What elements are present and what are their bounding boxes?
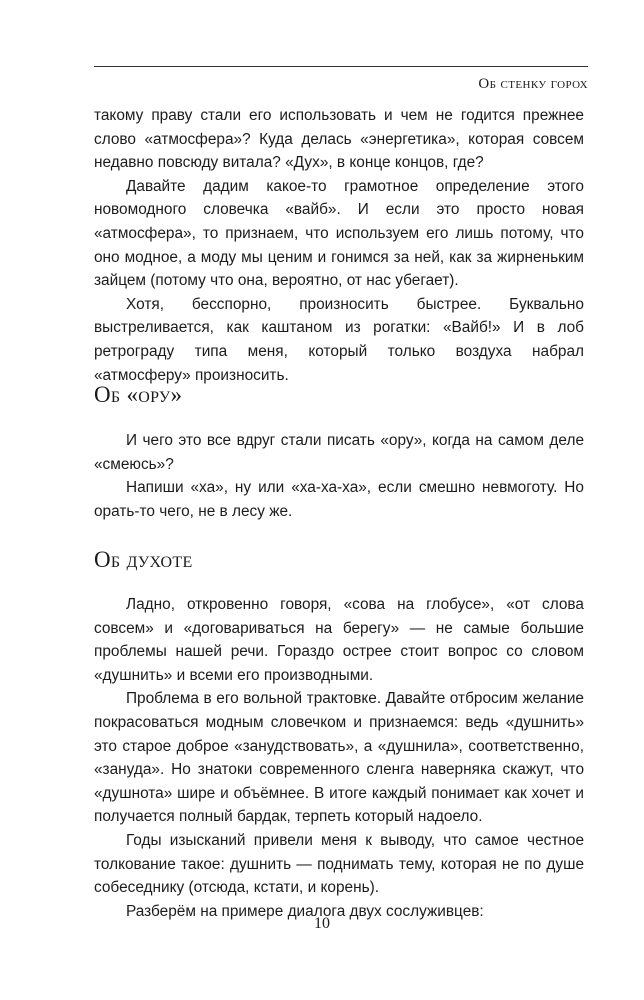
running-head: Об стенку горох bbox=[478, 76, 588, 92]
paragraph: Годы изысканий привели меня к выводу, что самое честное толкование такое: душнить — поднимать тему, которая не по душе собеседнику (отсюда, кстати, и корень). bbox=[94, 831, 584, 897]
paragraph: Проблема в его вольной трактовке. Давайте отбросим желание покрасоваться модным словечком и признаемся: ведь «душнить» это старое доброе «занудствовать», а «душнила», соответственно, «зануда». Но знатоки современного сленга наверняка скажут, что «душнота» шире и объёмнее. В итоге каждый понимает как хочет и получается полный бардак, терпеть который надоело. bbox=[94, 690, 584, 826]
paragraph: такому праву стали его использовать и чем не годится прежнее слово «атмосфера»? Куда делась «энергетика», которая совсем недавно повсюду витала? «Дух», в конце концов, где? bbox=[94, 107, 584, 172]
intro-section bbox=[94, 104, 584, 387]
header-rule bbox=[94, 66, 588, 67]
paragraph: И чего это все вдруг стали писать «ору», когда на самом деле «смеюсь»? bbox=[94, 432, 584, 473]
oru-section bbox=[94, 429, 584, 523]
section-heading-dushnota: Об духоте bbox=[94, 547, 193, 572]
paragraph: Разберём на примере диалога двух сослуживцев: bbox=[126, 902, 484, 920]
section-heading-oru: Об «ору» bbox=[94, 382, 183, 407]
paragraph: Ладно, откровенно говоря, «сова на глобусе», «от слова совсем» и «договариваться на берегу» — не самые большие проблемы нашей речи. Гораздо острее стоит вопрос со словом «душнить» и всеми его производными. bbox=[94, 596, 584, 684]
dushnota-section bbox=[94, 593, 584, 923]
page-number: 10 bbox=[314, 915, 330, 932]
paragraph: Напиши «ха», ну или «ха-ха-ха», если смешно невмоготу. Но орать-то чего, не в лесу же. bbox=[94, 479, 584, 520]
paragraph: Давайте дадим какое-то грамотное определение этого новомодного словечка «вайб». И если это просто новая «атмосфера», то признаем, что используем его лишь потому, что оно модное, а моду мы ценим и гонимся за ней, как за жирненьким зайцем (потому что она, вероятно, от нас убегает). bbox=[94, 177, 584, 290]
paragraph: Хотя, бесспорно, произносить быстрее. Буквально выстреливается, как каштаном из рогатки: «Вайб!» И в лоб ретрограду типа меня, который только воздуха набрал «атмосферу» произносить. bbox=[94, 295, 584, 384]
